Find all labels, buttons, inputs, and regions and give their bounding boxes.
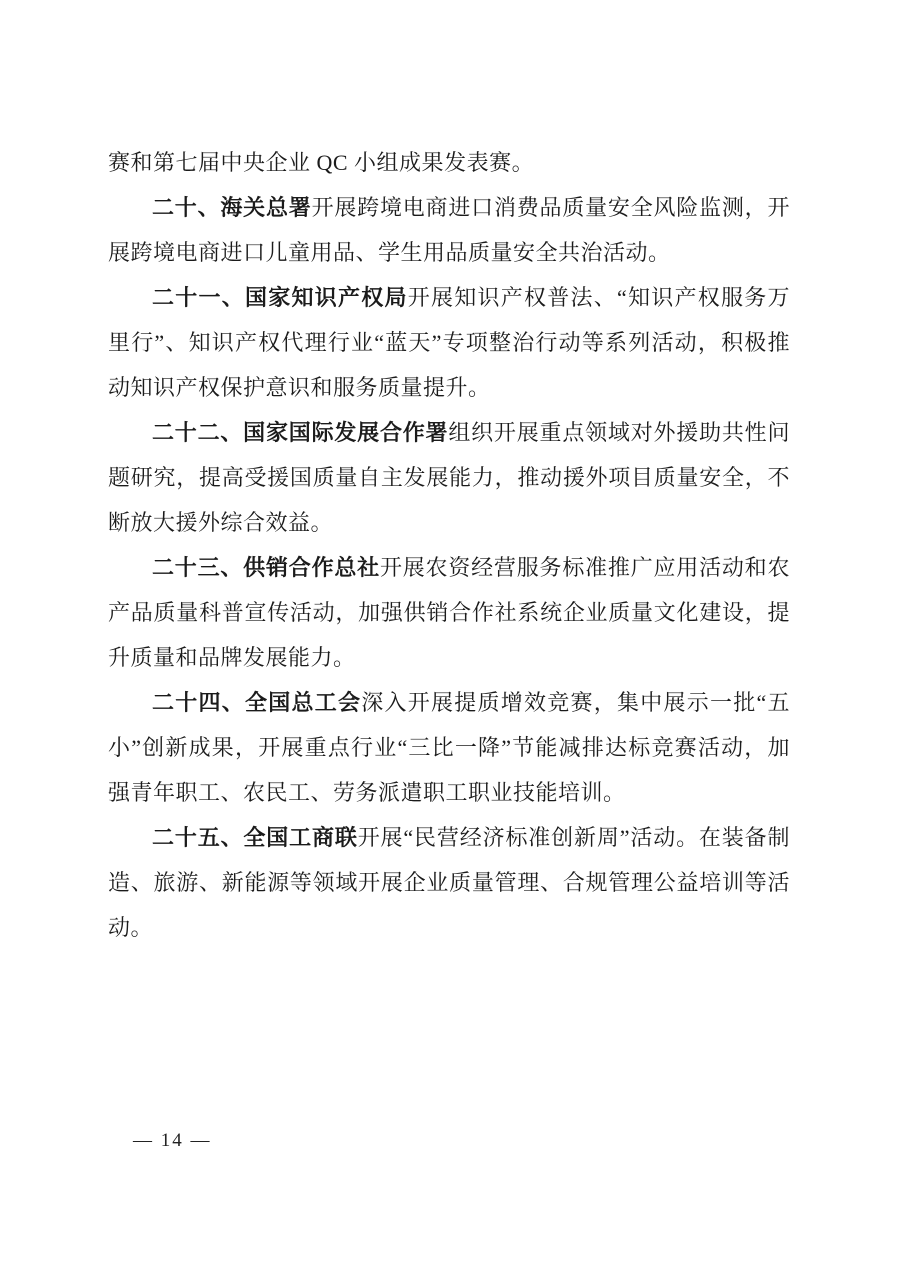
paragraph-21-lead: 二十一、国家知识产权局	[152, 285, 408, 310]
paragraph-25	[108, 815, 790, 950]
paragraph-22-lead: 二十二、国家国际发展合作署	[152, 420, 449, 445]
paragraph-23	[108, 545, 790, 680]
paragraph-22	[108, 410, 790, 545]
paragraph-20-lead: 二十、海关总署	[152, 195, 312, 220]
paragraph-24-text: 深入开展提质增效竞赛，集中展示一批“五小”创新成果，开展重点行业“三比一降”节能减排达标竞赛活动，加强青年职工、农民工、劳务派遣职工职业技能培训。	[108, 690, 790, 805]
page-number: — 14 —	[133, 1130, 212, 1151]
continuation-line: 赛和第七届中央企业 QC 小组成果发表赛。	[108, 150, 535, 175]
paragraph-24-lead: 二十四、全国总工会	[152, 690, 362, 715]
paragraph-20-text: 开展跨境电商进口消费品质量安全风险监测，开展跨境电商进口儿童用品、学生用品质量安全共治活动。	[108, 195, 790, 265]
paragraph-20	[108, 185, 790, 275]
paragraph-22-text: 组织开展重点领域对外援助共性问题研究，提高受援国质量自主发展能力，推动援外项目质量安全，不断放大援外综合效益。	[108, 420, 790, 535]
paragraph-23-lead: 二十三、供销合作总社	[152, 555, 380, 580]
paragraph-23-text: 开展农资经营服务标准推广应用活动和农产品质量科普宣传活动，加强供销合作社系统企业质量文化建设，提升质量和品牌发展能力。	[108, 555, 790, 670]
paragraph-25-lead: 二十五、全国工商联	[152, 825, 358, 850]
document-body	[108, 140, 790, 950]
paragraph-21-text: 开展知识产权普法、“知识产权服务万里行”、知识产权代理行业“蓝天”专项整治行动等系列活动，积极推动知识产权保护意识和服务质量提升。	[108, 285, 790, 400]
paragraph-21	[108, 275, 790, 410]
paragraph-25-text: 开展“民营经济标准创新周”活动。在装备制造、旅游、新能源等领域开展企业质量管理、合规管理公益培训等活动。	[108, 825, 790, 940]
paragraph-24	[108, 680, 790, 815]
